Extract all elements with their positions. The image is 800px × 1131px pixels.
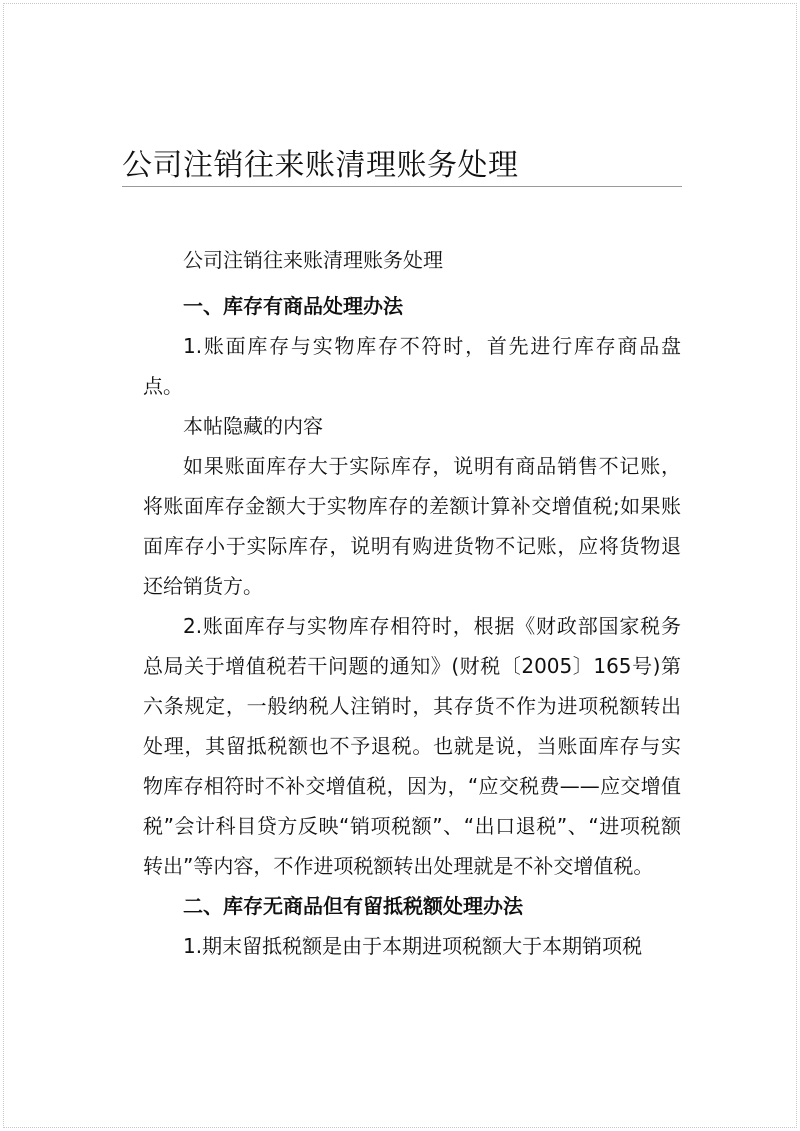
paragraph-3: 2.账面库存与实物库存相符时，根据《财政部国家税务总局关于增值税若干问题的通知》(财税〔2005〕165号)第六条规定，一般纳税人注销时，其存货不作为进项税额转出处理，其留抵税额也不予退税。也就是说，当账面库存与实物库存相符时不补交增值税，因为，“应交税费——应交增值税”会计科目贷方反映“销项税额”、“出口退税”、“进项税额转出”等内容，不作进项税额转出处理就是不补交增值税。 [143,614,681,878]
section-heading-2: 二、库存无商品但有留抵税额处理办法 [183,894,523,918]
document-body [143,240,681,966]
paragraph-2: 如果账面库存大于实际库存，说明有商品销售不记账，将账面库存金额大于实物库存的差额计算补交增值税;如果账面库存小于实际库存，说明有购进货物不记账，应将货物退还给销货方。 [143,454,681,598]
document-title: 公司注销往来账清理账务处理 [122,148,519,183]
title-divider [122,186,682,187]
section-heading-1: 一、库存有商品处理办法 [183,294,403,318]
paragraph-1: 1.账面库存与实物库存不符时，首先进行库存商品盘点。 [143,334,681,398]
paragraph-hidden-note: 本帖隐藏的内容 [183,414,323,438]
paragraph-4: 1.期末留抵税额是由于本期进项税额大于本期销项税 [183,934,643,958]
body-title: 公司注销往来账清理账务处理 [183,248,443,272]
